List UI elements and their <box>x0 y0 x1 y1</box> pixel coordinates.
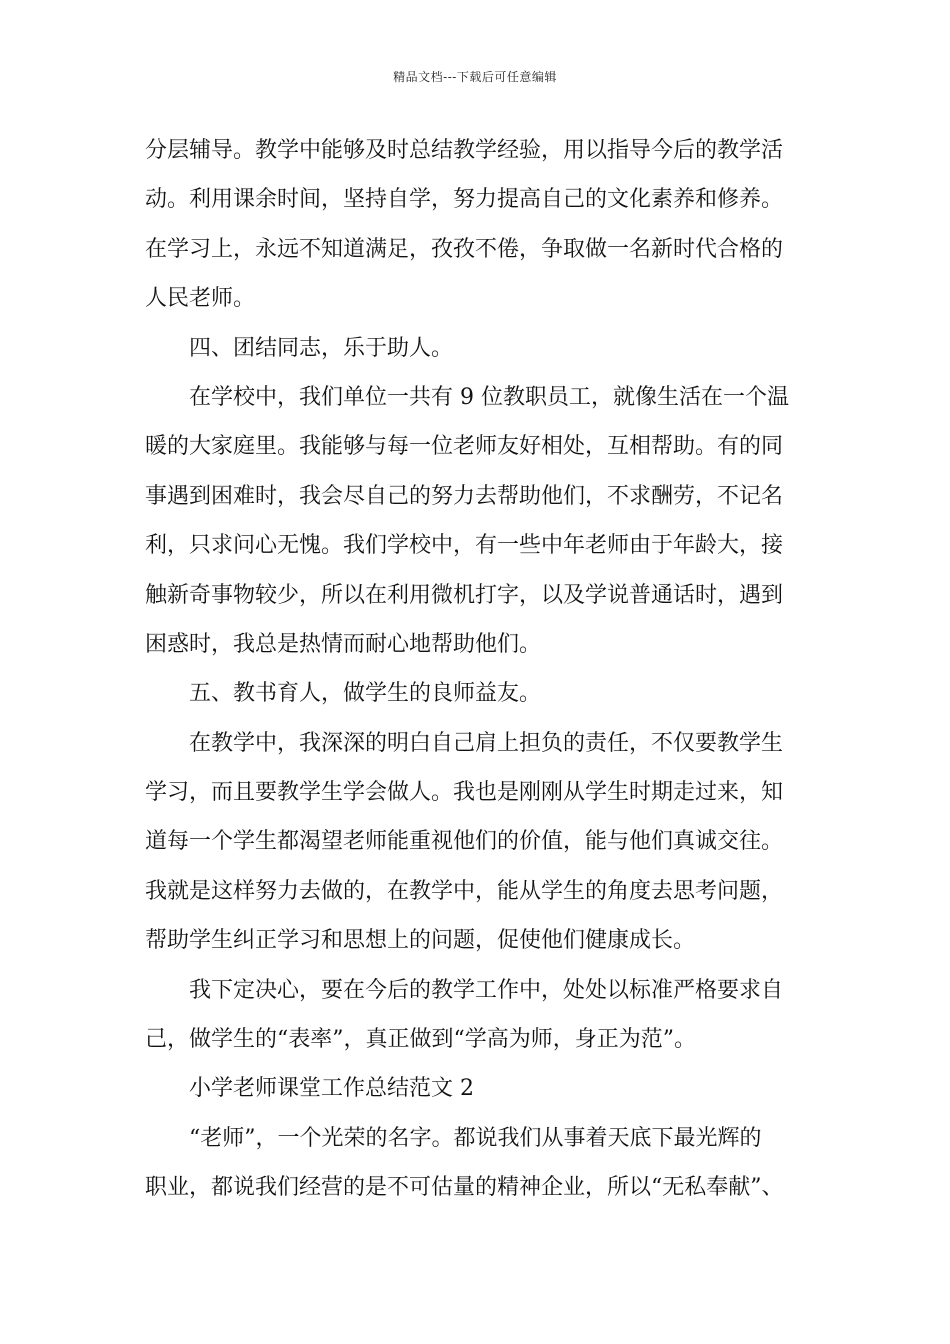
text-line: 在学校中，我们单位一共有 9 位教职员工，就像生活在一个温 <box>189 384 789 410</box>
text-line: 动。利用课余时间，坚持自学，努力提高自己的文化素养和修养。 <box>145 187 784 213</box>
page-header: 精品文档---下载后可任意编辑 <box>393 70 557 84</box>
text-line: 利，只求问心无愧。我们学校中，有一些中年老师由于年龄大，接 <box>145 533 784 559</box>
text-line: 触新奇事物较少，所以在利用微机打字，以及学说普通话时，遇到 <box>145 582 784 608</box>
text-line: 道每一个学生都渴望老师能重视他们的价值，能与他们真诚交往。 <box>145 829 784 855</box>
text-line: 职业，都说我们经营的是不可估量的精神企业，所以“无私奉献”、 <box>145 1175 784 1201</box>
text-line: 在教学中，我深深的明白自己肩上担负的责任，不仅要教学生 <box>189 730 784 756</box>
text-line: 人民老师。 <box>145 286 256 312</box>
text-line: 暖的大家庭里。我能够与每一位老师友好相处，互相帮助。有的同 <box>145 434 784 460</box>
text-line: 分层辅导。教学中能够及时总结教学经验，用以指导今后的教学活 <box>145 138 784 163</box>
text-line: 我就是这样努力去做的，在教学中，能从学生的角度去思考问题， <box>145 878 784 904</box>
document-body <box>145 126 810 1213</box>
section-heading: 五、教书育人，做学生的良师益友。 <box>189 681 542 707</box>
text-line: 学习，而且要教学生学会做人。我也是刚刚从学生时期走过来，知 <box>145 780 784 806</box>
text-line: 困惑时，我总是热情而耐心地帮助他们。 <box>145 631 542 657</box>
section-heading: 四、团结同志，乐于助人。 <box>189 335 454 361</box>
text-line: 在学习上，永远不知道满足，孜孜不倦，争取做一名新时代合格的 <box>145 236 784 262</box>
article-title: 小学老师课堂工作总结范文 2 <box>189 1076 474 1102</box>
text-line: “老师”，一个光荣的名字。都说我们从事着天底下最光辉的 <box>189 1125 762 1151</box>
text-line: 事遇到困难时，我会尽自己的努力去帮助他们，不求酬劳，不记名 <box>145 483 784 509</box>
text-line: 己，做学生的“表率”，真正做到“学高为师，身正为范”。 <box>145 1027 696 1053</box>
text-line: 我下定决心，要在今后的教学工作中，处处以标准严格要求自 <box>189 977 784 1003</box>
text-line: 帮助学生纠正学习和思想上的问题，促使他们健康成长。 <box>145 928 696 954</box>
